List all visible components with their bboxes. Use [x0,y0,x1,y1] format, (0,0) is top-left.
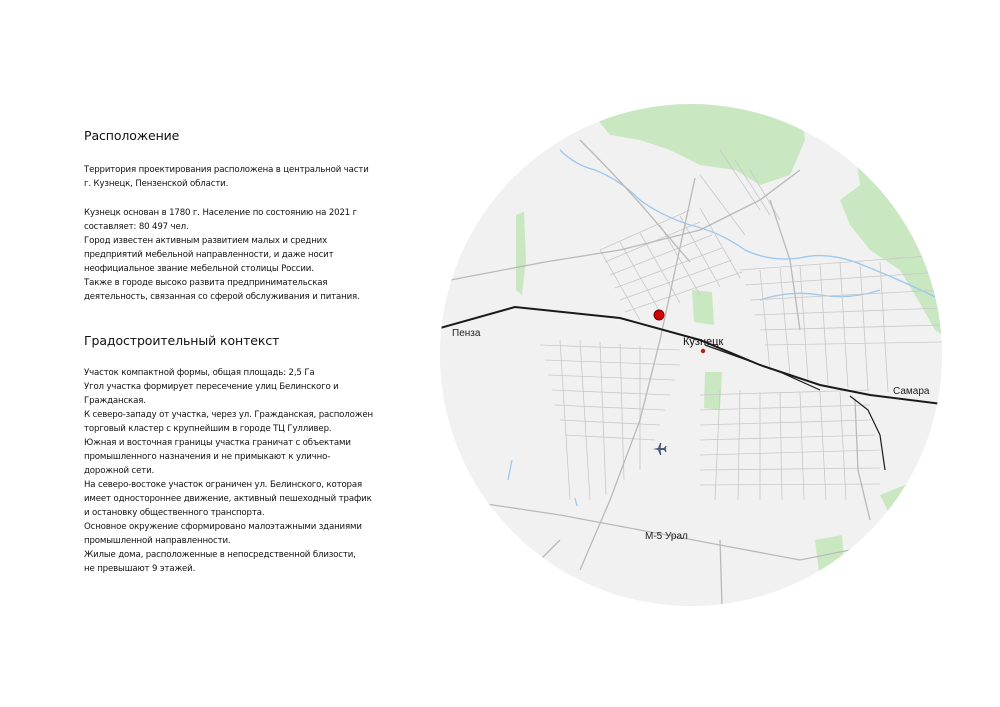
map-label-m5: М-5 Урал [645,531,688,542]
section-title-context: Градостроительный контекст [84,333,280,348]
map-label-samara: Самара [893,386,930,397]
section-title-location: Расположение [84,128,180,143]
location-paragraph-2: Кузнецк основан в 1780 г. Население по состоянию на 2021 г составляет: 80 497 чел. Город известен активным развитием малых и средних предприятий мебельной направленности, и даже носит неофициальное звание мебельной столицы России. Также в городе высоко развита предпринимательская деятельность, связанная со сферой обслуживания и питания. [84,208,360,302]
site-marker-icon [654,310,664,320]
city-dot-icon [701,349,705,353]
map-label-kuznetsk: Кузнецк [683,336,724,348]
circular-map[interactable] [440,104,942,606]
context-paragraph: Участок компактной формы, общая площадь: 2,5 Га Угол участка формирует пересечение улиц Белинского и Гражданская. К северо-западу от участка, через ул. Гражданская, расположен торговый кластер с крупнейшим в городе ТЦ Гулливер. Южная и восточная границы участка граничат с объектами промышленного назначения и не примыкают к улично- дорожной сети. На северо-востоке участок ограничен ул. Белинского, которая имеет одностороннее движение, активный пешеходный трафик и остановку общественного транспорта. Основное окружение сформировано малоэтажными зданиями промышленной направленности. Жилые дома, расположенные в непосредственной близости, не превышают 9 этажей. [84,368,373,574]
airplane-icon [653,443,667,455]
map-label-penza: Пенза [452,328,481,339]
location-paragraph-1: Территория проектирования расположена в центральной части г. Кузнецк, Пензенской области. [84,165,369,189]
